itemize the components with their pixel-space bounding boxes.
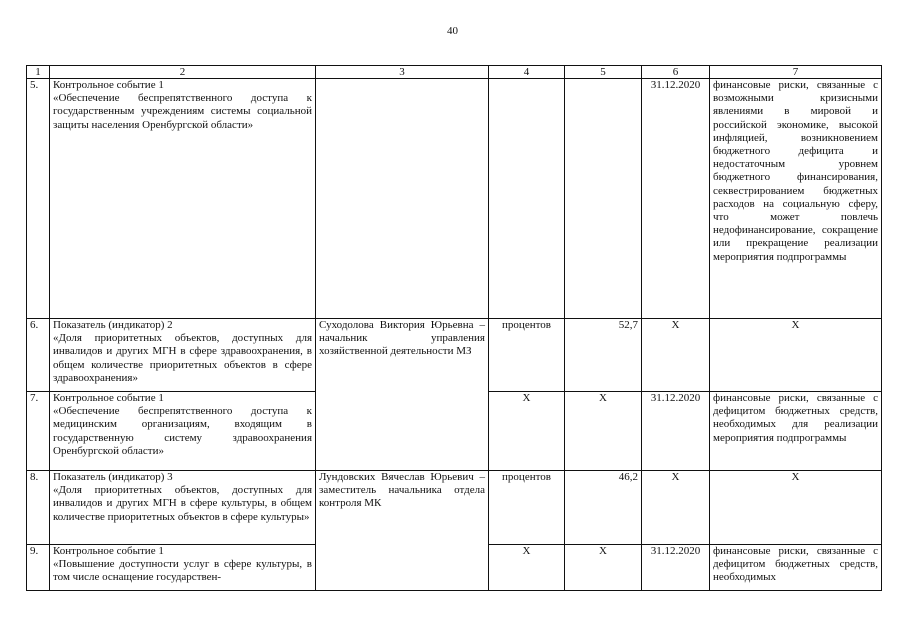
unit-cell	[489, 79, 565, 319]
table-row	[27, 79, 882, 319]
row-number: 5.	[27, 79, 50, 319]
date-cell: 31.12.2020	[642, 79, 710, 319]
column-number: 6	[642, 66, 710, 79]
event-description: «Обеспечение беспрепятственного доступа к государственным учреждениям системы социальной защиты населения Оренбургской области»	[53, 92, 312, 131]
value-cell: 52,7	[565, 319, 642, 392]
column-number: 1	[27, 66, 50, 79]
page-number: 40	[447, 25, 458, 37]
unit-cell: Х	[489, 392, 565, 471]
row-number: 7.	[27, 392, 50, 471]
row-number: 6.	[27, 319, 50, 392]
column-number: 3	[316, 66, 489, 79]
table-row	[27, 319, 882, 392]
program-table	[26, 65, 882, 591]
event-description: «Повышение доступности услуг в сфере культуры, в том числе оснащение государствен-	[53, 558, 312, 584]
indicator-title: Показатель (индикатор) 3	[53, 471, 173, 483]
column-number: 5	[565, 66, 642, 79]
risks-cell: Х	[710, 319, 882, 392]
indicator-cell	[50, 471, 316, 545]
risks-cell: финансовые риски, связанные с дефицитом бюджетных средств, необходимых для реализации мероприятия подпрограммы	[710, 392, 882, 471]
value-cell: Х	[565, 545, 642, 591]
date-cell: 31.12.2020	[642, 392, 710, 471]
event-title: Контрольное событие 1	[53, 392, 164, 404]
risks-cell: Х	[710, 471, 882, 545]
column-number: 2	[50, 66, 316, 79]
value-cell: 46,2	[565, 471, 642, 545]
event-cell	[50, 79, 316, 319]
indicator-cell	[50, 319, 316, 392]
table-row	[27, 471, 882, 545]
indicator-title: Показатель (индикатор) 2	[53, 319, 173, 331]
date-cell: 31.12.2020	[642, 545, 710, 591]
column-number: 7	[710, 66, 882, 79]
indicator-description: «Доля приоритетных объектов, доступных для инвалидов и других МГН в сфере культуры, в общем количестве приоритетных объектов в сфере культуры»	[53, 484, 312, 523]
event-cell	[50, 392, 316, 471]
date-cell: Х	[642, 319, 710, 392]
event-title: Контрольное событие 1	[53, 545, 164, 557]
row-number: 9.	[27, 545, 50, 591]
event-title: Контрольное событие 1	[53, 79, 164, 91]
risks-cell: финансовые риски, связанные с дефицитом бюджетных средств, необходимых	[710, 545, 882, 591]
unit-cell: Х	[489, 545, 565, 591]
column-number-row	[27, 66, 882, 79]
unit-cell: процентов	[489, 319, 565, 392]
risks-cell: финансовые риски, связанные с возможными кризисными явлениями в мировой и российской экономике, высокой инфляцией, возникновением бюджетного дефицита и недостаточным уровнем бюджетного финансирования, секвестрированием бюджетных расходов на социальную сферу, что может повлечь недофинансирование, сокращение или прекращение реализации мероприятия подпрограммы	[710, 79, 882, 319]
indicator-description: «Доля приоритетных объектов, доступных для инвалидов и других МГН в сфере здравоохранения, в общем количестве приоритетных объектов в сфере здравоохранения»	[53, 332, 312, 384]
date-cell: Х	[642, 471, 710, 545]
column-number: 4	[489, 66, 565, 79]
unit-cell: процентов	[489, 471, 565, 545]
row-number: 8.	[27, 471, 50, 545]
responsible-cell: Лундовских Вячеслав Юрьевич – заместитель начальника отдела контроля МК	[316, 471, 489, 591]
event-description: «Обеспечение беспрепятственного доступа к медицинским организациям, входящим в государственную систему здравоохранения Оренбургской области»	[53, 405, 312, 457]
event-cell	[50, 545, 316, 591]
value-cell	[565, 79, 642, 319]
responsible-cell	[316, 79, 489, 319]
responsible-cell: Суходолова Виктория Юрьевна – начальник управления хозяйственной деятельности МЗ	[316, 319, 489, 471]
value-cell: Х	[565, 392, 642, 471]
